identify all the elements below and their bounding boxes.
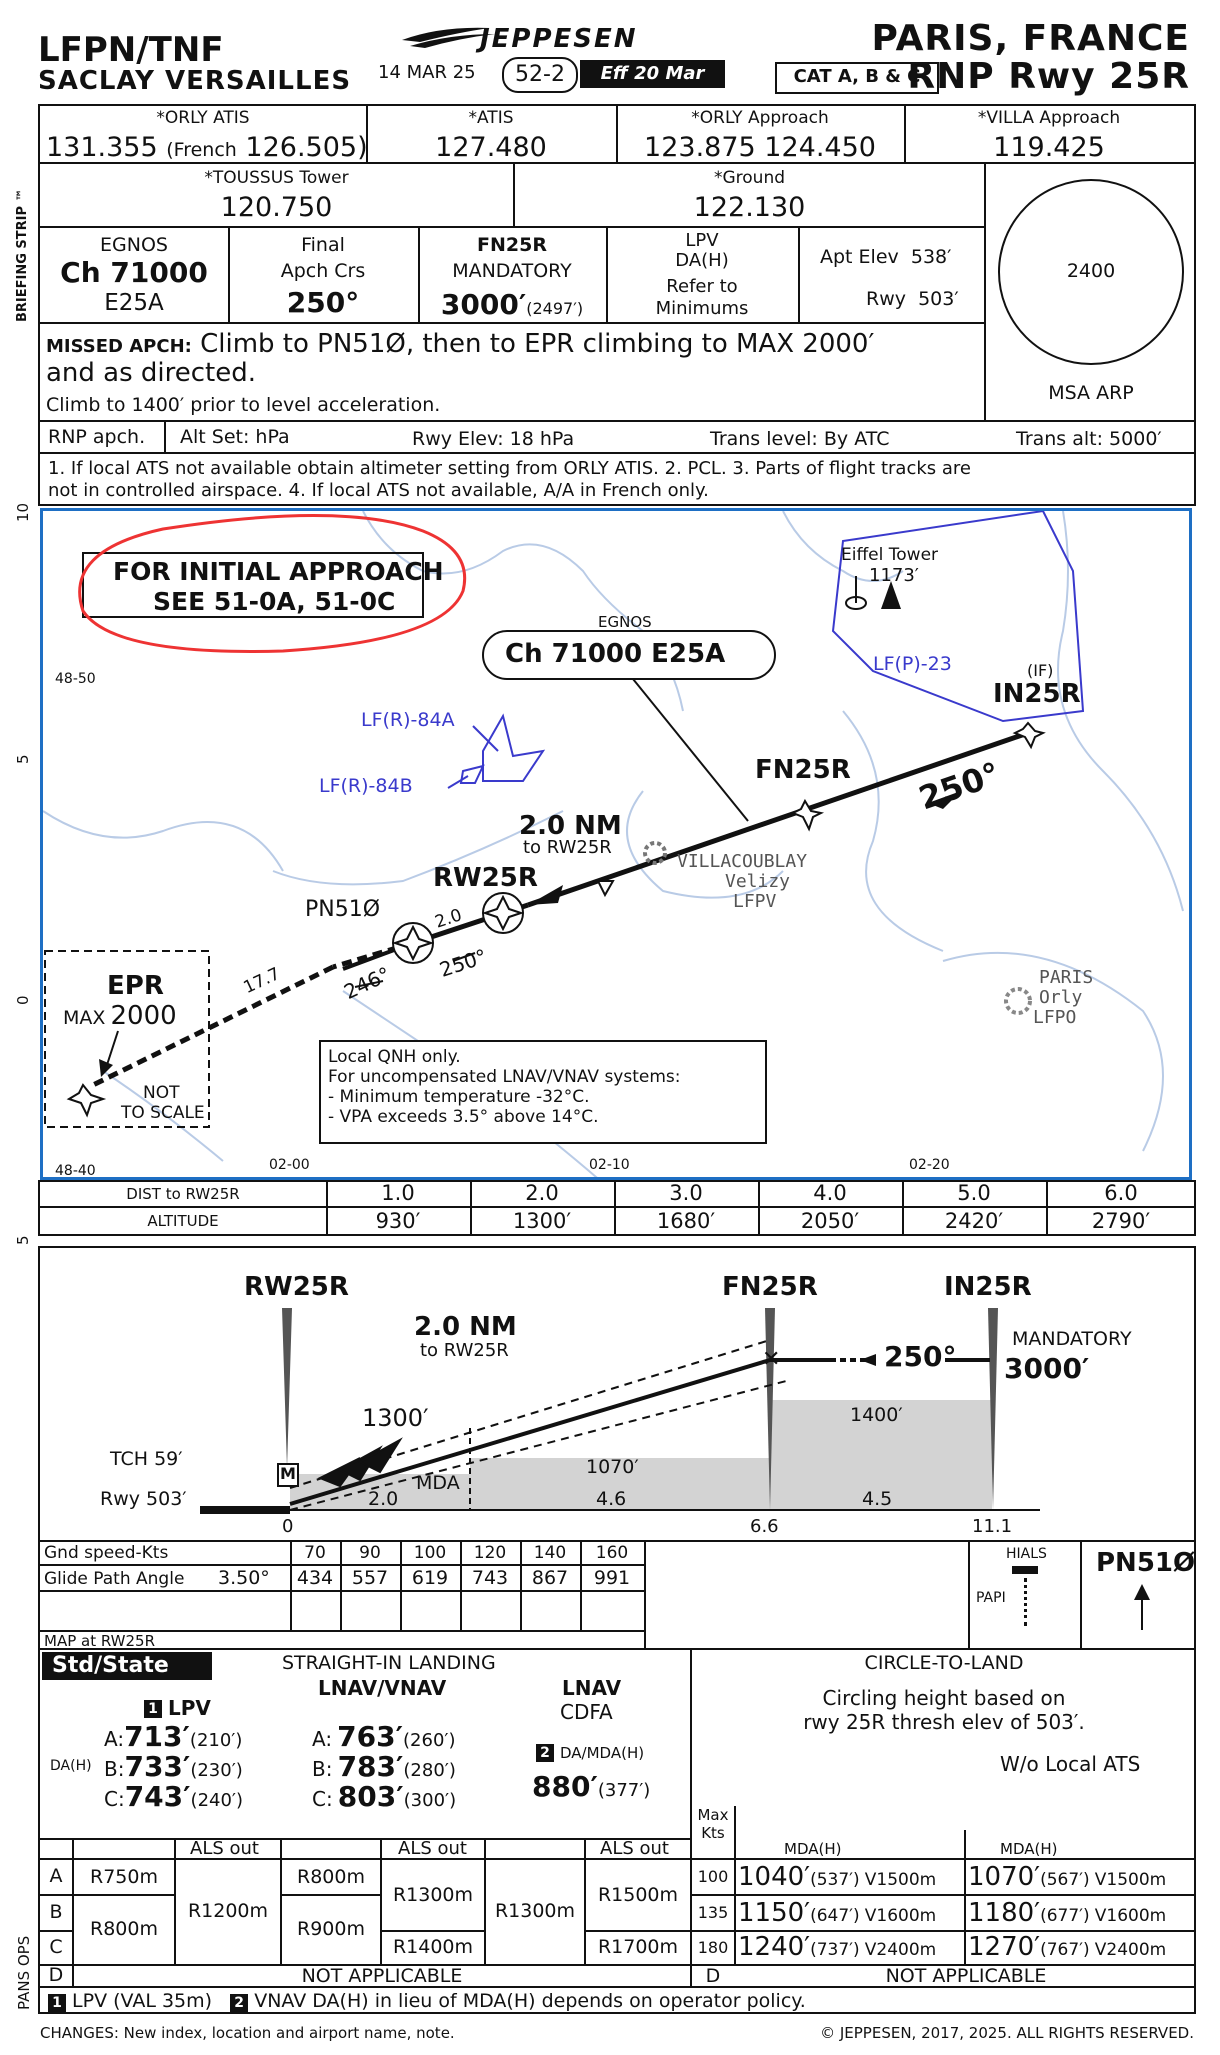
als-out-lpv: ALS out xyxy=(190,1838,259,1859)
profile-map-m: M xyxy=(280,1464,296,1483)
initial-approach-line-2: SEE 51-0A, 51-0C xyxy=(153,587,396,616)
lpv-title: LPV xyxy=(168,1696,211,1720)
velizy-label: Velizy xyxy=(725,871,791,892)
brand-name: JEPPESEN xyxy=(480,24,638,54)
rwy-elev-hpa: Rwy Elev: 18 hPa xyxy=(412,428,575,450)
circle-row-180-a: 1240′(737′) V2400m xyxy=(738,1932,937,1962)
toussus-tower-label: *TOUSSUS Tower xyxy=(204,168,349,188)
villa-approach-label: *VILLA Approach xyxy=(977,108,1121,128)
egnos-id: E25A xyxy=(104,290,164,316)
minimums-footnotes: 1 LPV (VAL 35m) 2 VNAV DA(H) in lieu of MDA(H) depends on operator policy. xyxy=(48,1990,806,2012)
profile-mandatory-alt: 3000′ xyxy=(1004,1352,1090,1385)
lfr84a-label: LF(R)-84A xyxy=(361,709,455,731)
map-label: MAP at RW25R xyxy=(44,1632,156,1650)
epr-max: MAX 2000 xyxy=(63,1001,177,1031)
circle-cat-d: D xyxy=(705,1965,721,1987)
airport-ident: LFPN/TNF xyxy=(38,30,224,70)
lpv-label-2: DA(H) xyxy=(675,250,729,271)
circle-title: CIRCLE-TO-LAND xyxy=(864,1652,1024,1674)
orly-atis-freq: 131.355 (French 126.505) xyxy=(46,132,368,163)
profile-d0: 0 xyxy=(282,1516,294,1537)
epr-waypoint xyxy=(69,1085,103,1115)
rate-cell: 991 xyxy=(593,1567,631,1589)
profile-alt-1300: 1300′ xyxy=(362,1404,429,1432)
profile-mda: MDA xyxy=(416,1472,460,1494)
msa-label: MSA ARP xyxy=(1048,382,1134,404)
fix-name: FN25R xyxy=(477,234,547,256)
pn510-label: PN51Ø xyxy=(305,897,381,922)
egnos-channel: Ch 71000 xyxy=(60,256,208,289)
footnote-1-badge: 1 xyxy=(144,1700,162,1718)
aircraft-category: CAT A, B & C xyxy=(775,62,939,94)
pn510-box-label: PN51Ø xyxy=(1096,1548,1196,1578)
lfpo-label: LFPO xyxy=(1033,1007,1077,1028)
eiffel-alt: 1173′ xyxy=(869,565,919,586)
in25r-label: IN25R xyxy=(993,679,1081,709)
circle-mda-h-2: MDA(H) xyxy=(1000,1840,1058,1858)
lpv-label-3: Refer to xyxy=(666,276,738,297)
rwy-elev: Rwy 503′ xyxy=(866,288,959,310)
circle-mda-h-1: MDA(H) xyxy=(784,1840,842,1858)
straight-in-title: STRAIGHT-IN LANDING xyxy=(282,1652,496,1674)
plan-view xyxy=(40,508,1192,1180)
lfp23-label: LF(P)-23 xyxy=(873,653,952,675)
circle-row-135-b: 1180′(677′) V1600m xyxy=(968,1898,1167,1928)
chart-index: 52-2 xyxy=(502,57,578,93)
circle-note-1: Circling height based on xyxy=(822,1686,1066,1710)
hials-icon xyxy=(1012,1566,1038,1574)
eiffel-label: Eiffel Tower xyxy=(841,545,939,565)
missed-approach-text-2: and as directed. xyxy=(46,358,257,388)
circle-note-2: rwy 25R thresh elev of 503′. xyxy=(803,1710,1085,1734)
lon-0210: 02-10 xyxy=(589,1157,630,1173)
airport-name: SACLAY VERSAILLES xyxy=(38,66,352,96)
lon-0200: 02-00 xyxy=(269,1157,310,1173)
dist-cell: 4.0 xyxy=(813,1181,847,1205)
orly-atis-label: *ORLY ATIS xyxy=(156,108,250,128)
fix-altitude: 3000′(2497′) xyxy=(440,288,584,321)
fn25r-label: FN25R xyxy=(755,755,851,785)
missed-approach-text: MISSED APCH: Climb to PN51Ø, then to EPR climbing to MAX 2000′ xyxy=(46,329,875,359)
lfr84b-airspace xyxy=(461,766,483,783)
cat-a: A xyxy=(49,1865,63,1887)
villa-approach-freq: 119.425 xyxy=(993,132,1105,163)
lfr84b-label: LF(R)-84B xyxy=(319,775,413,797)
cdfa-label: CDFA xyxy=(560,1700,613,1724)
lnav-vnav-title: LNAV/VNAV xyxy=(318,1676,447,1700)
svg-text:✕: ✕ xyxy=(762,1347,781,1372)
lnav-als-ab: R1500m xyxy=(586,1860,690,1930)
ground-label: *Ground xyxy=(713,168,786,188)
lnav-da-mda: DA/MDA(H) xyxy=(560,1744,645,1762)
notes-line-1: 1. If local ATS not available obtain altimeter setting from ORLY ATIS. 2. PCL. 3. Parts of flight tracks are xyxy=(48,458,971,479)
final-course: 250° xyxy=(286,286,360,319)
in25r-waypoint xyxy=(1015,723,1043,747)
lfr84a-airspace xyxy=(483,716,543,781)
als-out-lnav: ALS out xyxy=(600,1838,669,1859)
rate-cell: 434 xyxy=(296,1567,334,1589)
msa-value: 2400 xyxy=(1066,260,1116,282)
chart-date: 14 MAR 25 xyxy=(378,62,476,83)
profile-rwy: Rwy 503′ xyxy=(100,1488,187,1510)
lpv-cat-b: B:733′(230′) xyxy=(104,1750,243,1783)
alt-label: ALTITUDE xyxy=(147,1212,219,1230)
profile-alt-1070: 1070′ xyxy=(586,1456,639,1478)
lnav-vnav-als-c: R1400m xyxy=(382,1932,484,1962)
qnh-note: Local QNH only. For uncompensated LNAV/VNAV systems: - Minimum temperature -32°C. - VPA exceeds 3.5° above 14°C. xyxy=(328,1047,681,1127)
atis-label: *ATIS xyxy=(468,108,514,128)
epr-label: EPR xyxy=(107,971,164,1001)
gpa-value: 3.50° xyxy=(218,1567,270,1589)
lpv-rvr-a: R750m xyxy=(74,1860,174,1894)
circle-row-180-b: 1270′(767′) V2400m xyxy=(968,1932,1167,1962)
cat-d: D xyxy=(48,1964,64,1986)
ground-freq: 122.130 xyxy=(693,192,806,223)
villacoublay-label: VILLACOUBLAY xyxy=(677,851,808,872)
speed-cell: 100 xyxy=(413,1543,447,1563)
orly-label: Orly xyxy=(1039,987,1083,1008)
footnote-2-badge: 2 xyxy=(536,1744,554,1762)
circle-cat-d-na: NOT APPLICABLE xyxy=(885,1965,1047,1987)
pans-ops-label: PANS OPS xyxy=(15,1935,33,2010)
paris-label: PARIS xyxy=(1039,967,1094,988)
if-label: (IF) xyxy=(1027,661,1054,680)
profile-seg-45: 4.5 xyxy=(862,1488,893,1510)
seg-177-label: 17.7 xyxy=(240,963,284,999)
lpv-als-out: R1200m xyxy=(176,1860,280,1962)
alt-cell: 2050′ xyxy=(800,1209,860,1233)
dist-label: DIST to RW25R xyxy=(126,1185,240,1203)
lpv-rvr-bc: R800m xyxy=(74,1896,174,1962)
als-out-lnav-vnav: ALS out xyxy=(398,1838,467,1859)
gs-label: Gnd speed-Kts xyxy=(44,1543,169,1563)
std-state-badge: Std/State xyxy=(42,1652,212,1680)
lat-tick-5b: 5 xyxy=(14,1235,32,1245)
lon-0220: 02-20 xyxy=(909,1157,950,1173)
papi-label: PAPI xyxy=(976,1590,1006,1606)
speed-cell: 160 xyxy=(595,1543,629,1563)
circle-kts-100: 100 xyxy=(697,1866,729,1886)
rnp-approach: RNP apch. xyxy=(48,426,146,448)
lat-tick-5a: 5 xyxy=(14,754,32,764)
lpv-cat-c: C:743′(240′) xyxy=(104,1780,244,1813)
circle-kts-180: 180 xyxy=(697,1937,729,1957)
speed-cell: 90 xyxy=(359,1543,381,1563)
orly-airport-icon xyxy=(1006,989,1030,1013)
lpv-label-1: LPV xyxy=(685,230,719,251)
straight-in-cat-d: NOT APPLICABLE xyxy=(301,1965,463,1987)
alt-set: Alt Set: hPa xyxy=(180,426,290,448)
crs-250-label: 250° xyxy=(436,944,490,982)
toussus-tower-freq: 120.750 xyxy=(220,192,333,223)
lat-4840: 48-40 xyxy=(55,1163,96,1179)
lat-4850: 48-50 xyxy=(55,671,96,687)
cat-c: C xyxy=(49,1936,63,1958)
profile-in25r: IN25R xyxy=(944,1272,1032,1302)
fix-note: MANDATORY xyxy=(452,260,572,282)
profile-rw25r: RW25R xyxy=(244,1272,349,1302)
trans-level: Trans level: By ATC xyxy=(710,428,890,450)
cat-b: B xyxy=(49,1901,63,1923)
final-course-label-2: Apch Crs xyxy=(280,260,366,282)
profile-2nm-to: to RW25R xyxy=(420,1340,509,1361)
profile-tch: TCH 59′ xyxy=(110,1448,183,1470)
rate-cell: 619 xyxy=(411,1567,449,1589)
rw25r-label: RW25R xyxy=(433,863,538,893)
egnos-callout: Ch 71000 E25A xyxy=(505,639,726,669)
max-kts: Max Kts xyxy=(697,1806,729,1842)
lnav-title: LNAV xyxy=(562,1676,622,1700)
atis-freq: 127.480 xyxy=(435,132,547,163)
hials-label: HIALS xyxy=(1006,1546,1047,1562)
circle-kts-135: 135 xyxy=(697,1902,729,1922)
rw25r-post xyxy=(282,1308,292,1468)
alt-cell: 1680′ xyxy=(656,1209,716,1233)
profile-fn25r: FN25R xyxy=(722,1272,818,1302)
lat-tick-10: 10 xyxy=(14,502,32,522)
lnav-vnav-cat-a: A: 763′(260′) xyxy=(312,1720,456,1753)
orly-approach-label: *ORLY Approach xyxy=(691,108,829,128)
apt-elev: Apt Elev 538′ xyxy=(820,246,952,268)
dist-cell: 2.0 xyxy=(525,1181,559,1205)
changes-note: CHANGES: New index, location and airport name, note. xyxy=(40,2024,455,2042)
profile-mandatory: MANDATORY xyxy=(1012,1328,1132,1350)
rate-cell: 743 xyxy=(471,1567,509,1589)
trans-alt: Trans alt: 5000′ xyxy=(1016,428,1162,450)
not-label: NOT xyxy=(143,1083,180,1103)
dist-cell: 5.0 xyxy=(957,1181,991,1205)
crs-246-label: 246° xyxy=(340,961,395,1005)
papi-icon xyxy=(1024,1578,1027,1626)
profile-course: 250° xyxy=(884,1340,957,1373)
final-course-plan: 250° xyxy=(914,754,1005,818)
dist-cell: 1.0 xyxy=(381,1181,415,1205)
orly-approach-freq: 123.875 124.450 xyxy=(644,132,876,163)
seg-20-label: 2.0 xyxy=(432,905,465,933)
lfpv-label: LFPV xyxy=(733,891,777,912)
egnos-label: EGNOS xyxy=(100,234,168,256)
wo-local-ats: W/o Local ATS xyxy=(1000,1752,1141,1776)
egnos-small-label: EGNOS xyxy=(598,613,652,631)
alt-cell: 930′ xyxy=(375,1209,421,1233)
profile-d66: 6.6 xyxy=(750,1516,779,1537)
briefing-strip-label: BRIEFING STRIP ™ xyxy=(15,188,30,322)
speed-cell: 70 xyxy=(304,1543,326,1563)
gpa-label: Glide Path Angle xyxy=(44,1569,185,1589)
dist-cell: 6.0 xyxy=(1104,1181,1138,1205)
lnav-vnav-rvr-bc: R900m xyxy=(282,1896,380,1962)
rate-cell: 557 xyxy=(351,1567,389,1589)
procedure-title: RNP Rwy 25R xyxy=(907,56,1190,97)
lnav-rvr: R1300m xyxy=(486,1860,584,1962)
2nm-marker xyxy=(598,881,613,895)
alt-cell: 2420′ xyxy=(944,1209,1004,1233)
dist-cell: 3.0 xyxy=(669,1181,703,1205)
location: PARIS, FRANCE xyxy=(871,18,1190,59)
speed-cell: 120 xyxy=(473,1543,507,1563)
lpv-label-4: Minimums xyxy=(655,298,749,319)
circle-row-100-b: 1070′(567′) V1500m xyxy=(968,1862,1167,1892)
initial-approach-line-1: FOR INITIAL APPROACH xyxy=(113,557,444,586)
2nm-label: 2.0 NM xyxy=(519,811,622,841)
speed-cell: 140 xyxy=(533,1543,567,1563)
profile-alt-1400: 1400′ xyxy=(850,1404,903,1426)
final-course-label-1: Final xyxy=(301,234,345,256)
lnav-vnav-rvr-a: R800m xyxy=(282,1860,380,1894)
copyright: © JEPPESEN, 2017, 2025. ALL RIGHTS RESERVED. xyxy=(820,2024,1194,2042)
rate-cell: 867 xyxy=(531,1567,569,1589)
alt-cell: 1300′ xyxy=(512,1209,572,1233)
circle-row-135-a: 1150′(647′) V1600m xyxy=(738,1898,937,1928)
to-scale-label: TO SCALE xyxy=(121,1103,205,1123)
lnav-minimum: 880′(377′) xyxy=(532,1770,651,1803)
circle-row-100-a: 1040′(537′) V1500m xyxy=(738,1862,937,1892)
lnav-als-c: R1700m xyxy=(586,1932,690,1962)
alt-cell: 2790′ xyxy=(1091,1209,1151,1233)
lnav-vnav-als-ab: R1300m xyxy=(382,1860,484,1930)
profile-seg-20: 2.0 xyxy=(368,1488,399,1510)
lnav-vnav-cat-b: B: 783′(280′) xyxy=(312,1750,456,1783)
lpv-cat-a: A:713′(210′) xyxy=(104,1720,243,1753)
profile-d111: 11.1 xyxy=(972,1516,1013,1537)
profile-2nm: 2.0 NM xyxy=(414,1312,517,1342)
effective-date: Eff 20 Mar xyxy=(580,60,725,88)
2nm-to-label: to RW25R xyxy=(523,837,612,858)
profile-seg-46: 4.6 xyxy=(596,1488,627,1510)
lat-tick-0: 0 xyxy=(14,995,32,1005)
missed-approach-note: Climb to 1400′ prior to level acceleration. xyxy=(46,394,441,416)
lnav-vnav-cat-c: C: 803′(300′) xyxy=(312,1780,457,1813)
notes-line-2: not in controlled airspace. 4. If local ATS not available, A/A in French only. xyxy=(48,480,709,501)
north-arrow-icon xyxy=(1132,1584,1152,1630)
lpv-da-h: DA(H) xyxy=(50,1758,92,1774)
